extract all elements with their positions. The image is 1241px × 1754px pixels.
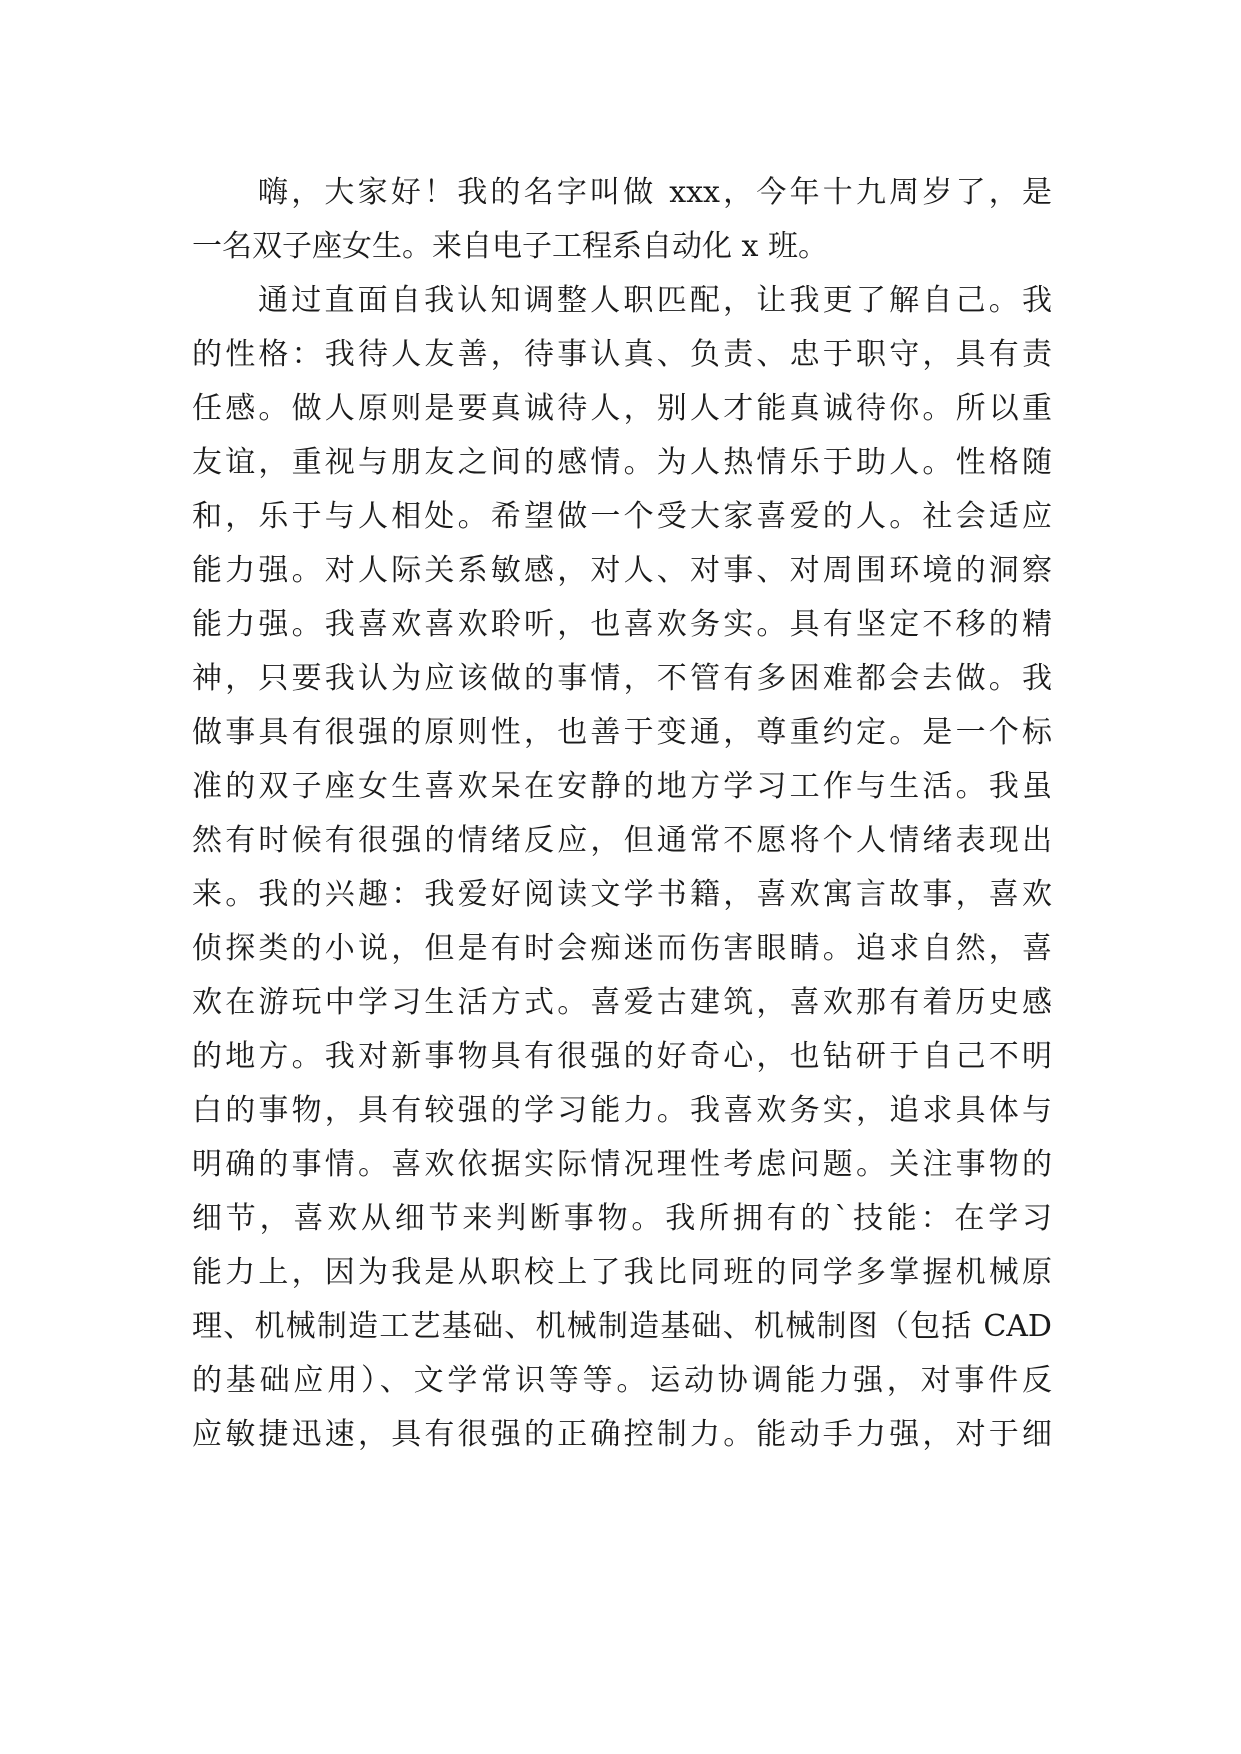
paragraph-2-line-7: 能力强。我喜欢喜欢聆听，也喜欢务实。具有坚定不移的精 <box>192 607 1052 642</box>
paragraph-1-line-1: 嗨，大家好！我的名字叫做 xxx，今年十九周岁了，是 <box>258 175 1052 210</box>
paragraph-2-line-3: 任感。做人原则是要真诚待人，别人才能真诚待你。所以重 <box>192 391 1052 426</box>
paragraph-2-line-6: 能力强。对人际关系敏感，对人、对事、对周围环境的洞察 <box>192 553 1052 588</box>
paragraph-2-line-4: 友谊，重视与朋友之间的感情。为人热情乐于助人。性格随 <box>192 445 1052 480</box>
paragraph-2-line-11: 然有时候有很强的情绪反应，但通常不愿将个人情绪表现出 <box>192 823 1052 858</box>
paragraph-2-line-13: 侦探类的小说，但是有时会痴迷而伤害眼睛。追求自然，喜 <box>192 931 1052 966</box>
paragraph-2-line-5: 和，乐于与人相处。希望做一个受大家喜爱的人。社会适应 <box>192 499 1052 534</box>
paragraph-2-line-21: 的基础应用）、文学常识等等。运动协调能力强，对事件反 <box>192 1363 1052 1398</box>
paragraph-2-line-2: 的性格：我待人友善，待事认真、负责、忠于职守，具有责 <box>192 337 1052 372</box>
paragraph-2-line-8: 神，只要我认为应该做的事情，不管有多困难都会去做。我 <box>192 661 1052 696</box>
paragraph-1-line-2: 一名双子座女生。来自电子工程系自动化 x 班。 <box>192 229 828 264</box>
paragraph-2-line-14: 欢在游玩中学习生活方式。喜爱古建筑，喜欢那有着历史感 <box>192 985 1052 1020</box>
document-body <box>192 166 1052 1462</box>
paragraph-2-line-1: 通过直面自我认知调整人职匹配，让我更了解自己。我 <box>258 283 1052 318</box>
paragraph-2-line-10: 准的双子座女生喜欢呆在安静的地方学习工作与生活。我虽 <box>192 769 1052 804</box>
paragraph-2-line-9: 做事具有很强的原则性，也善于变通，尊重约定。是一个标 <box>192 715 1052 750</box>
paragraph-2-line-17: 明确的事情。喜欢依据实际情况理性考虑问题。关注事物的 <box>192 1147 1052 1182</box>
paragraph-2-line-19: 能力上，因为我是从职校上了我比同班的同学多掌握机械原 <box>192 1255 1052 1290</box>
paragraph-2-line-22: 应敏捷迅速，具有很强的正确控制力。能动手力强，对于细 <box>192 1417 1052 1452</box>
paragraph-2-line-16: 白的事物，具有较强的学习能力。我喜欢务实，追求具体与 <box>192 1093 1052 1128</box>
paragraph-2-line-20: 理、机械制造工艺基础、机械制造基础、机械制图（包括 CAD <box>192 1309 1052 1344</box>
paragraph-2-line-15: 的地方。我对新事物具有很强的好奇心，也钻研于自己不明 <box>192 1039 1052 1074</box>
paragraph-2-line-12: 来。我的兴趣：我爱好阅读文学书籍，喜欢寓言故事，喜欢 <box>192 877 1052 912</box>
paragraph-2-line-18: 细节，喜欢从细节来判断事物。我所拥有的`技能：在学习 <box>192 1201 1052 1236</box>
